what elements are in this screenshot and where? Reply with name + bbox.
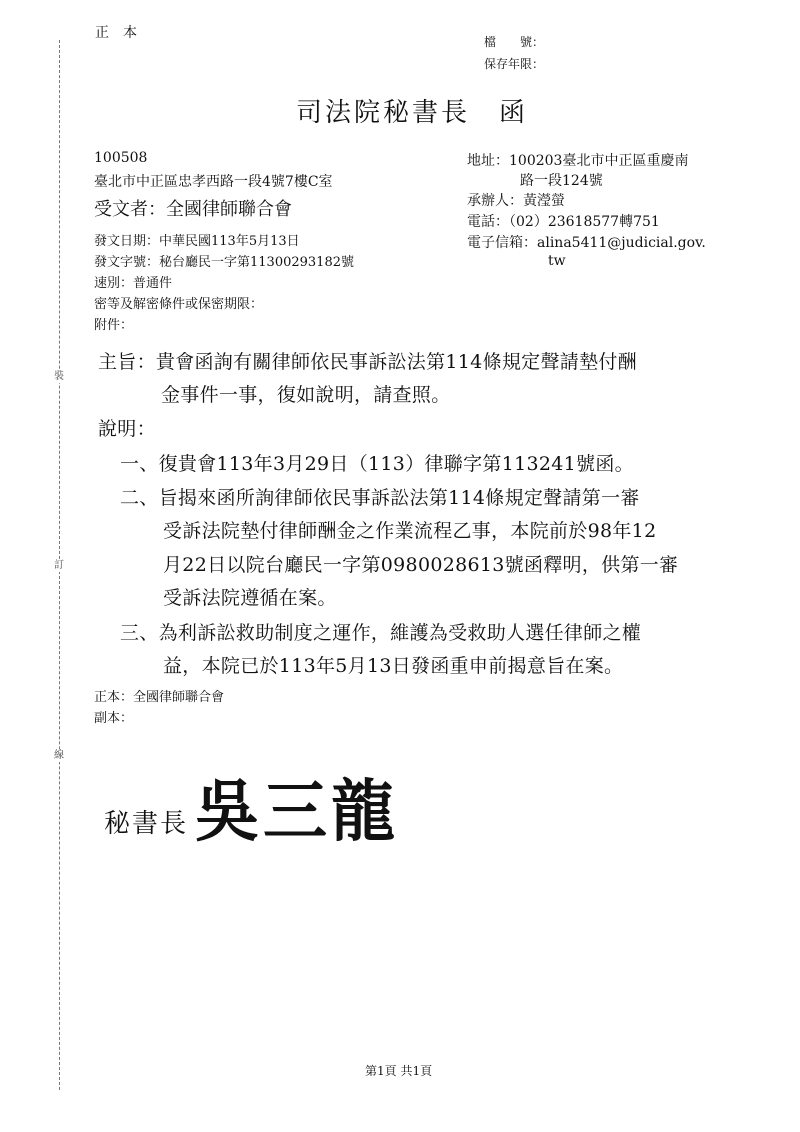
signature-title: 秘書長: [104, 809, 189, 839]
retention-label: 保存年限：: [484, 57, 545, 71]
sender-address-line1: 地址：100203臺北市中正區重慶南: [467, 153, 689, 169]
subject-line1: 主旨：貴會函詢有關律師依民事訴訟法第114條規定聲請墊付酬: [98, 351, 637, 373]
distribution-copy: 副本：: [94, 711, 134, 726]
explanation-item2-line2: 受訴法院墊付律師酬金之作業流程乙事，本院前於98年12: [163, 520, 657, 542]
speed: 速別：普通件: [94, 276, 173, 291]
sender-handler: 承辦人：黃瀅螢: [467, 193, 565, 209]
explanation-item3-line2: 益，本院已於113年5月13日發函重申前揭意旨在案。: [163, 655, 624, 677]
explanation-item2-line3: 月22日以院台廳民一字第0980028613號函釋明，供第一審: [163, 554, 679, 576]
explanation-item2-line4: 受訴法院遵循在案。: [163, 587, 337, 609]
page-title: 司法院秘書長 函: [296, 98, 529, 128]
distribution-original: 正本：全國律師聯合會: [94, 690, 225, 705]
recipient-address: 臺北市中正區忠孝西路一段4號7樓C室: [94, 174, 333, 190]
recipient-postal-code: 100508: [94, 150, 148, 166]
explanation-item2-line1: 二、旨揭來函所詢律師依民事訴訟法第114條規定聲請第一審: [120, 487, 640, 509]
page-footer: 第1頁 共1頁: [365, 1064, 433, 1078]
file-number-label: 檔 號：: [484, 35, 545, 49]
sender-email-line1: 電子信箱：alina5411@judicial.gov.: [467, 235, 706, 251]
recipient-receiver: 受文者：全國律師聯合會: [94, 199, 292, 220]
confidentiality: 密等及解密條件或保密期限：: [94, 297, 264, 312]
sender-email-line2: tw: [548, 253, 566, 269]
explanation-heading: 說明：: [98, 418, 156, 440]
subject-line2: 金事件一事，復如說明，請查照。: [161, 384, 451, 406]
attachment: 附件：: [94, 318, 134, 333]
sender-phone: 電話：（02）23618577轉751: [467, 214, 660, 230]
copy-mark: 正 本: [95, 25, 137, 41]
doc-number: 發文字號：秘台廳民一字第11300293182號: [94, 255, 354, 270]
binding-mark-line: 線: [54, 750, 64, 761]
binding-mark-stitch: 訂: [54, 560, 64, 571]
explanation-item1-line1: 一、復貴會113年3月29日（113）律聯字第113241號函。: [120, 453, 634, 475]
sender-address-line2: 路一段124號: [520, 173, 603, 189]
signature-name: 吳三龍: [195, 772, 399, 852]
issue-date: 發文日期：中華民國113年5月13日: [94, 234, 300, 249]
explanation-item3-line1: 三、為利訴訟救助制度之運作，維護為受救助人選任律師之權: [120, 622, 642, 644]
binding-mark-bind: 裝: [54, 371, 64, 382]
